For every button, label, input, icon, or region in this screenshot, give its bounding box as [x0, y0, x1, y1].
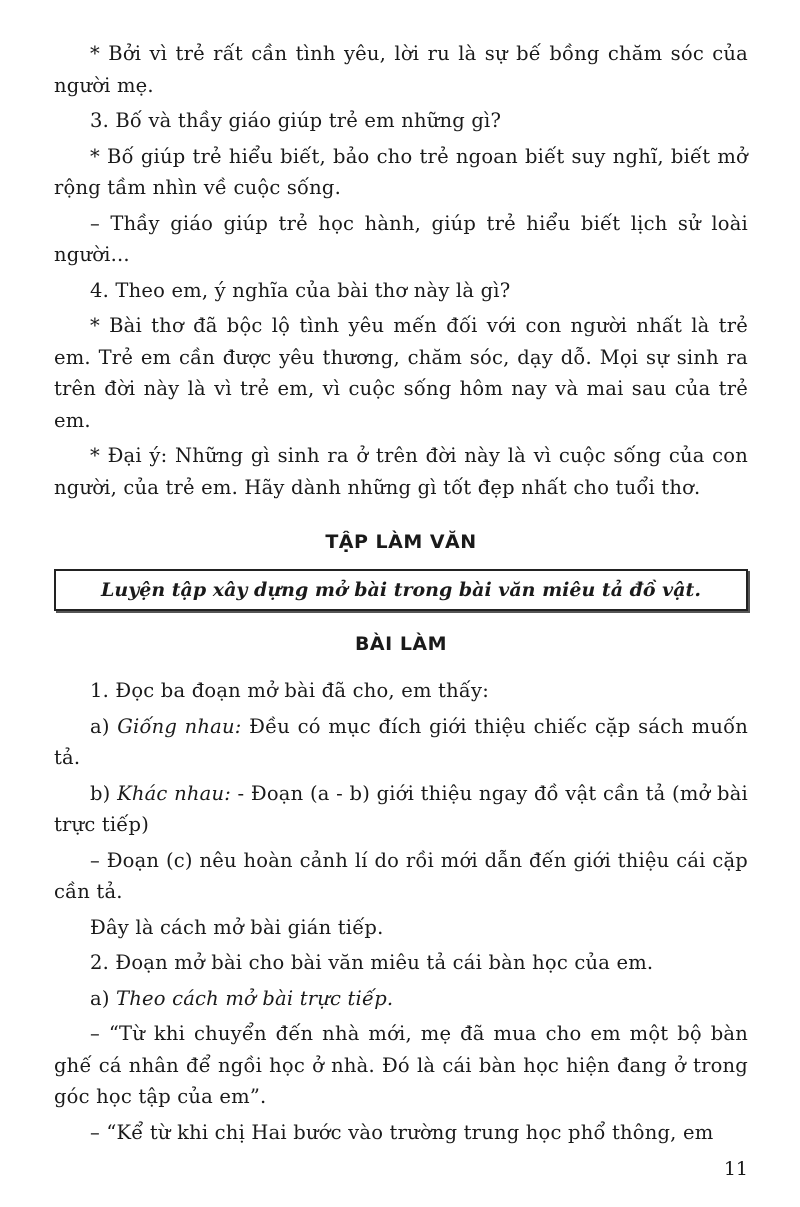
- paragraph: – Đoạn (c) nêu hoàn cảnh lí do rồi mới dẫn đến giới thiệu cái cặp cần tả.: [54, 848, 748, 903]
- lesson-title-box: [54, 569, 748, 611]
- bottom-section: [54, 675, 748, 1148]
- top-section: [54, 38, 748, 503]
- paragraph: * Bố giúp trẻ hiểu biết, bảo cho trẻ ngoan biết suy nghĩ, biết mở rộng tầm nhìn về cuộc sống.: [54, 144, 748, 199]
- paragraph: 2. Đoạn mở bài cho bài văn miêu tả cái bàn học của em.: [90, 951, 654, 974]
- question-4: 4. Theo em, ý nghĩa của bài thơ này là gì?: [90, 278, 511, 302]
- paragraph: b) Khác nhau: - Đoạn (a - b) giới thiệu ngay đồ vật cần tả (mở bài trực tiếp): [54, 781, 748, 836]
- paragraph: * Bởi vì trẻ rất cần tình yêu, lời ru là sự bế bồng chăm sóc của người mẹ.: [54, 42, 748, 97]
- paragraph: Đây là cách mở bài gián tiếp.: [90, 915, 384, 939]
- paragraph: a) Theo cách mở bài trực tiếp.: [90, 986, 394, 1010]
- section-title: TẬP LÀM VĂN: [325, 531, 477, 553]
- paragraph: – “Từ khi chuyển đến nhà mới, mẹ đã mua cho em một bộ bàn ghế cá nhân để ngồi học ở nhà. Đó là cái bàn học hiện đang ở trong góc học tập của em”.: [54, 1022, 748, 1108]
- page-number: 11: [723, 1158, 748, 1180]
- paragraph: * Bài thơ đã bộc lộ tình yêu mến đối với con người nhất là trẻ em. Trẻ em cần được yêu thương, chăm sóc, dạy dỗ. Mọi sự sinh ra trên đời này là vì trẻ em, vì cuộc sống hôm nay và mai sau của trẻ em.: [54, 314, 748, 432]
- question-3: 3. Bố và thầy giáo giúp trẻ em những gì?: [90, 109, 502, 132]
- paragraph: – “Kể từ khi chị Hai bước vào trường trung học phổ thông, em: [90, 1120, 714, 1144]
- paragraph: a) Giống nhau: Đều có mục đích giới thiệu chiếc cặp sách muốn tả.: [54, 714, 748, 769]
- main-idea-paragraph: * Đại ý: Những gì sinh ra ở trên đời này là vì cuộc sống của con người, của trẻ em. Hãy dành những gì tốt đẹp nhất cho tuổi thơ.: [54, 444, 748, 499]
- paragraph: 1. Đọc ba đoạn mở bài đã cho, em thấy:: [90, 679, 489, 702]
- lesson-title: Luyện tập xây dựng mở bài trong bài văn miêu tả đồ vật.: [101, 579, 701, 601]
- answer-heading: BÀI LÀM: [354, 633, 448, 655]
- paragraph: – Thầy giáo giúp trẻ học hành, giúp trẻ hiểu biết lịch sử loài người...: [54, 211, 748, 266]
